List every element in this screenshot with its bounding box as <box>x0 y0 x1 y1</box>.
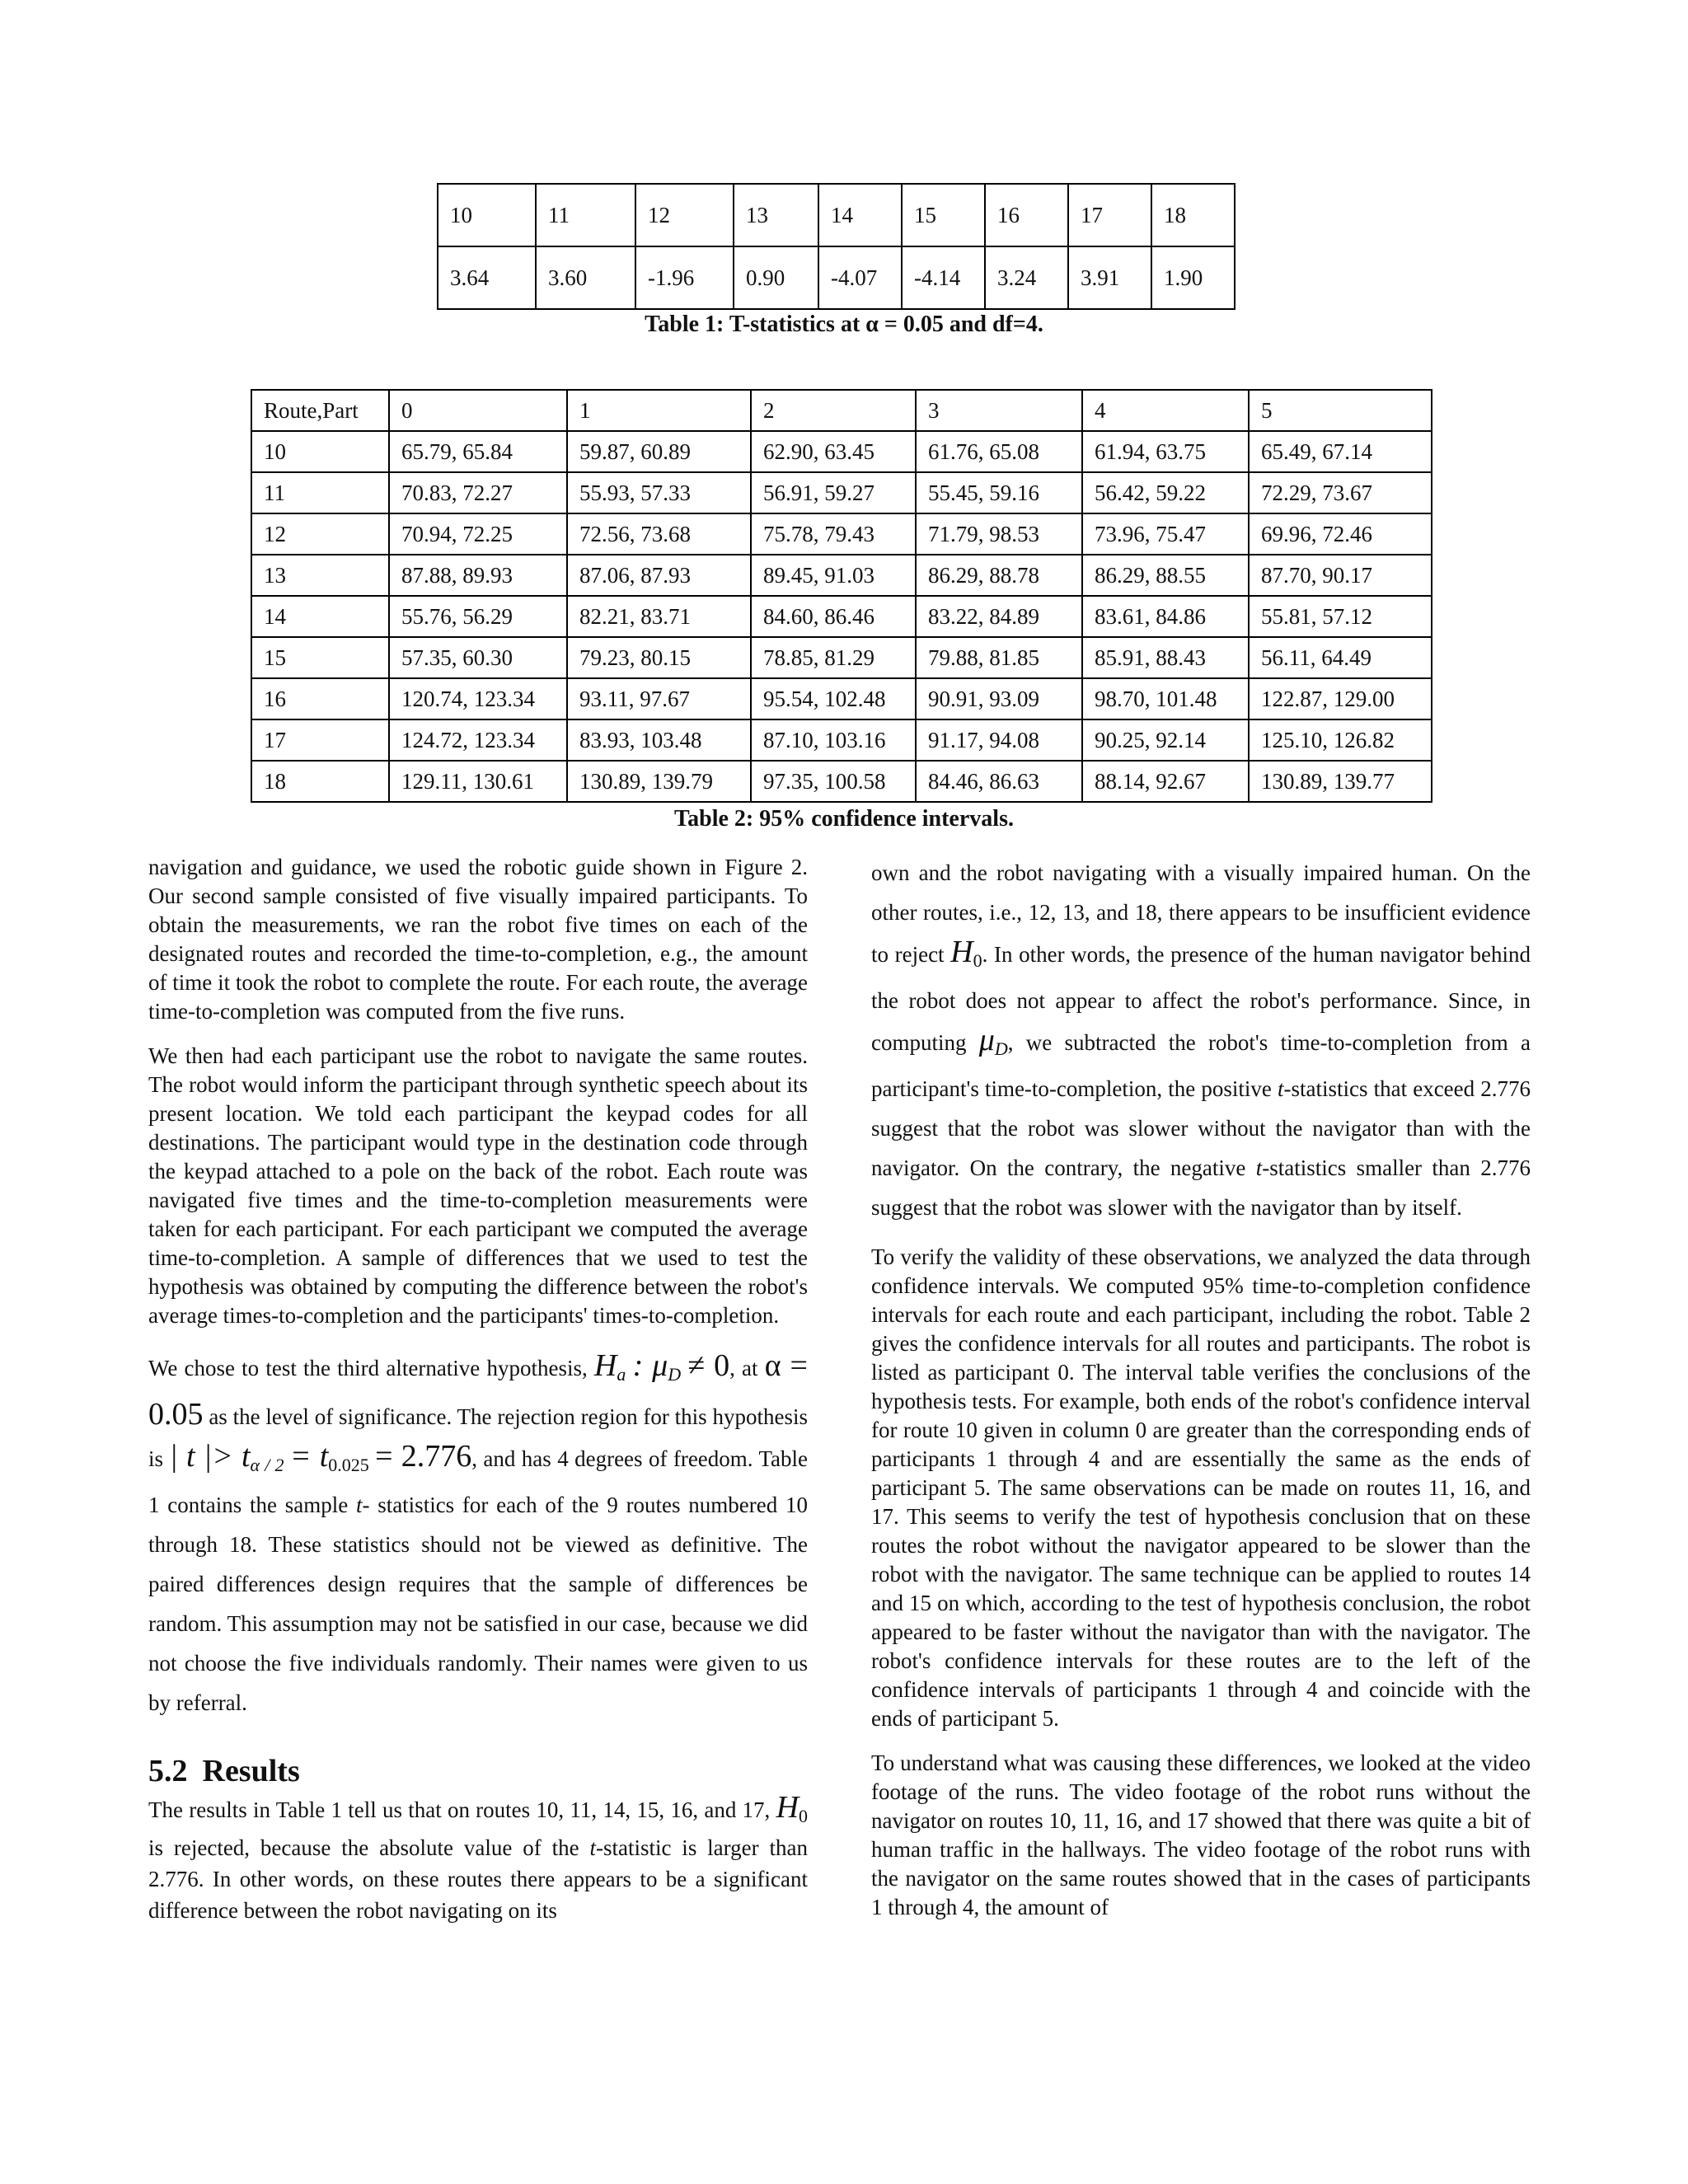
math-subscript: a <box>617 1364 626 1385</box>
paragraph: We then had each participant use the robot to navigate the same routes. The robot would inform the participant through synthetic speech about its present location. We told each participant the keypad codes for all destinations. The participant would type in the destination code through the keypad attached to a pole on the back of the robot. Each route was navigated five times and the time-to-completion measurements were taken for each participant. For each participant we computed the average time-to-completion. A sample of differences that we used to test the hypothesis was obtained by computing the difference between the robot's average times-to-completion and the participants' times-to-completion. <box>148 1043 808 1328</box>
table1-tstat-cell: 1.90 <box>1151 246 1235 309</box>
table2-route-cell: 18 <box>251 761 389 802</box>
table2-interval-cell: 56.11, 64.49 <box>1249 637 1432 678</box>
math-subscript: 0 <box>799 1806 809 1826</box>
text-run: -statistic is larger than 2.776. In other words, on these routes there appears to be a significant difference between the robot navigating on its <box>148 1835 808 1923</box>
left-column <box>148 853 808 1926</box>
table2-interval-cell: 56.42, 59.22 <box>1082 472 1249 513</box>
math-eq: = t <box>289 1439 329 1474</box>
table2-interval-cell: 59.87, 60.89 <box>567 431 751 472</box>
table2-header-row <box>251 390 1432 431</box>
table2-row <box>251 678 1432 719</box>
table2-interval-cell: 83.93, 103.48 <box>567 719 751 761</box>
text-run: The results in Table 1 tell us that on routes 10, 11, 14, 15, 16, and 17, <box>148 1797 771 1822</box>
section-heading <box>148 1754 808 1788</box>
table1-route-cell: 11 <box>536 184 635 246</box>
table2-caption: Table 2: 95% confidence intervals. <box>674 806 1014 832</box>
table1-route-cell: 15 <box>902 184 985 246</box>
table2-route-cell: 15 <box>251 637 389 678</box>
table2-interval-cell: 82.21, 83.71 <box>567 596 751 637</box>
table2-interval-cell: 87.10, 103.16 <box>751 719 916 761</box>
table1-tstat-cell: 3.24 <box>985 246 1068 309</box>
paragraph: navigation and guidance, we used the robotic guide shown in Figure 2. Our second sample consisted of five visually impaired participants. To obtain the measurements, we ran the robot five times on each of the designated routes and recorded the time-to-completion, e.g., the amount of time it took the robot to complete the route. For each route, the average time-to-completion was computed from the five runs. <box>148 855 808 1024</box>
table1-tstat-cell: 3.64 <box>438 246 536 309</box>
table2-interval-cell: 65.49, 67.14 <box>1249 431 1432 472</box>
table1-tstat-cell: 0.90 <box>734 246 818 309</box>
table2-row <box>251 719 1432 761</box>
table2-interval-cell: 90.91, 93.09 <box>916 678 1082 719</box>
table2-interval-cell: 130.89, 139.77 <box>1249 761 1432 802</box>
table2-interval-cell: 83.22, 84.89 <box>916 596 1082 637</box>
table2-interval-cell: 120.74, 123.34 <box>389 678 567 719</box>
math-value: = 2.776 <box>375 1439 472 1474</box>
paragraph <box>871 853 1531 1227</box>
table2-interval-cell: 83.61, 84.86 <box>1082 596 1249 637</box>
results-paragraph <box>148 1792 808 1926</box>
table2-interval-cell: 98.70, 101.48 <box>1082 678 1249 719</box>
table2-interval-cell: 88.14, 92.67 <box>1082 761 1249 802</box>
confidence-intervals-table <box>251 389 1432 803</box>
table2-interval-cell: 89.45, 91.03 <box>751 555 916 596</box>
table2-row <box>251 637 1432 678</box>
table2-header-cell: 1 <box>567 390 751 431</box>
table1-tstat-cell: -4.14 <box>902 246 985 309</box>
table1-route-cell: 12 <box>635 184 734 246</box>
table2-interval-cell: 129.11, 130.61 <box>389 761 567 802</box>
math-subscript: D <box>994 1038 1008 1059</box>
text-run: , at <box>729 1356 758 1380</box>
table1-route-cell: 16 <box>985 184 1068 246</box>
table2-interval-cell: 56.91, 59.27 <box>751 472 916 513</box>
table2-interval-cell: 86.29, 88.55 <box>1082 555 1249 596</box>
table2-interval-cell: 62.90, 63.45 <box>751 431 916 472</box>
text-run: -statistics that exceed 2.776 suggest that the robot was slower without the navigator than with the navigator. On the contrary, the negative <box>871 1076 1531 1180</box>
table2-interval-cell: 65.79, 65.84 <box>389 431 567 472</box>
table2-interval-cell: 84.46, 86.63 <box>916 761 1082 802</box>
text-run: - statistics for each of the 9 routes numbered 10 through 18. These statistics should not be viewed as definitive. The paired differences design requires that the sample of differences be random. This assumption may not be satisfied in our case, because we did not choose the five individuals randomly. Their names were given to us by referral. <box>148 1493 809 1715</box>
section-title: Results <box>202 1754 300 1788</box>
table2-interval-cell: 73.96, 75.47 <box>1082 513 1249 555</box>
italic-t: t <box>1255 1155 1263 1180</box>
table1-route-cell: 17 <box>1068 184 1151 246</box>
table1-route-cell: 18 <box>1151 184 1235 246</box>
math-mu: : μ <box>632 1348 668 1383</box>
math-h0: H <box>950 935 973 969</box>
table2-header-cell: 5 <box>1249 390 1432 431</box>
table2-interval-cell: 84.60, 86.46 <box>751 596 916 637</box>
table2-route-cell: 14 <box>251 596 389 637</box>
table2-interval-cell: 95.54, 102.48 <box>751 678 916 719</box>
text-run: own and the robot navigating with a visually impaired human. On the other routes, i.e., 12, 13, and 18, there appears to be insufficient evidence to reject <box>871 860 1531 967</box>
text-run: . In other words, the presence of the human navigator behind the robot does not appear to affect the robot's performance. Since, in computing <box>871 942 1531 1055</box>
table1-tstat-cell: 3.91 <box>1068 246 1151 309</box>
italic-t: t <box>589 1835 596 1860</box>
hypothesis-paragraph <box>148 1346 808 1722</box>
math-alpha: α = 0.05 <box>148 1348 808 1432</box>
table2-interval-cell: 79.88, 81.85 <box>916 637 1082 678</box>
text-run: , and has 4 degrees of freedom. Table 1 contains the sample <box>148 1446 809 1517</box>
math-neq: ≠ 0 <box>687 1348 730 1383</box>
table2-interval-cell: 86.29, 88.78 <box>916 555 1082 596</box>
table2-interval-cell: 87.88, 89.93 <box>389 555 567 596</box>
math-subscript: 0 <box>973 950 982 971</box>
text-run: as the level of significance. The rejection region for this hypothesis is <box>148 1404 809 1471</box>
table2-interval-cell: 75.78, 79.43 <box>751 513 916 555</box>
table1-caption: Table 1: T-statistics at α = 0.05 and df=4. <box>645 312 1043 337</box>
math-subscript: α / 2 <box>250 1455 284 1475</box>
table2-interval-cell: 72.56, 73.68 <box>567 513 751 555</box>
table2-interval-cell: 93.11, 97.67 <box>567 678 751 719</box>
paragraph: To verify the validity of these observations, we analyzed the data through confidence intervals. We computed 95% time-to-completion confidence intervals for each route and each participant, including the robot. Table 2 gives the confidence intervals for all routes and participants. The robot is listed as participant 0. The interval table verifies the conclusions of the hypothesis tests. For example, both ends of the robot's confidence interval for route 10 given in column 0 are greater than the corresponding ends of participants 1 through 4 and are essentially the same as the ends of participant 5. The same observations can be made on routes 11, 16, and 17. This seems to verify the test of hypothesis conclusion that on these routes the robot without the navigator appeared to be slower than the robot with the navigator. The same technique can be applied to routes 14 and 15 on which, according to the test of hypothesis conclusion, the robot appeared to be faster without the navigator than with the navigator. The robot's confidence intervals for these routes are to the left of the confidence intervals of participants 1 through 4 and coincide with the ends of participant 5. <box>871 1244 1531 1731</box>
table2-body <box>251 390 1432 802</box>
table2-interval-cell: 55.81, 57.12 <box>1249 596 1432 637</box>
table2-row <box>251 761 1432 802</box>
table2-interval-cell: 69.96, 72.46 <box>1249 513 1432 555</box>
table2-header-cell: 3 <box>916 390 1082 431</box>
table2-interval-cell: 57.35, 60.30 <box>389 637 567 678</box>
table2-interval-cell: 125.10, 126.82 <box>1249 719 1432 761</box>
math-subscript: 0.025 <box>328 1455 369 1475</box>
math-mu: μ <box>978 1023 995 1057</box>
table2-interval-cell: 61.76, 65.08 <box>916 431 1082 472</box>
table2-row <box>251 596 1432 637</box>
italic-t: t <box>1277 1076 1284 1101</box>
table2-interval-cell: 61.94, 63.75 <box>1082 431 1249 472</box>
table1-route-cell: 10 <box>438 184 536 246</box>
table2-interval-cell: 78.85, 81.29 <box>751 637 916 678</box>
section-number: 5.2 <box>148 1754 188 1788</box>
table2-header-cell: 0 <box>389 390 567 431</box>
text-run: We chose to test the third alternative hypothesis, <box>148 1356 588 1380</box>
math-t-abs: | t |> t <box>169 1439 251 1474</box>
table2-route-cell: 11 <box>251 472 389 513</box>
right-column <box>871 853 1531 1922</box>
table2-interval-cell: 72.29, 73.67 <box>1249 472 1432 513</box>
math-h0: H <box>776 1790 799 1825</box>
table2-header-cell: Route,Part <box>251 390 389 431</box>
table1-tstat-cell: -1.96 <box>635 246 734 309</box>
table2-interval-cell: 55.76, 56.29 <box>389 596 567 637</box>
table2-route-cell: 16 <box>251 678 389 719</box>
table2-route-cell: 10 <box>251 431 389 472</box>
table2-interval-cell: 70.83, 72.27 <box>389 472 567 513</box>
italic-t: t <box>355 1493 363 1517</box>
math-subscript: D <box>668 1364 682 1385</box>
table2-header-cell: 4 <box>1082 390 1249 431</box>
text-run: is rejected, because the absolute value of the <box>148 1835 579 1860</box>
table2-interval-cell: 122.87, 129.00 <box>1249 678 1432 719</box>
table2-interval-cell: 124.72, 123.34 <box>389 719 567 761</box>
paragraph: To understand what was causing these differences, we looked at the video footage of the runs. The video footage of the robot runs without the navigator on routes 10, 11, 16, and 17 showed that there was quite a bit of human traffic in the hallways. The video footage of the robot runs with the navigator on the same routes showed that in the cases of participants 1 through 4, the amount of <box>871 1750 1531 1919</box>
table2-interval-cell: 87.06, 87.93 <box>567 555 751 596</box>
table2-interval-cell: 55.45, 59.16 <box>916 472 1082 513</box>
table2-interval-cell: 87.70, 90.17 <box>1249 555 1432 596</box>
table2-row <box>251 513 1432 555</box>
table2-route-cell: 12 <box>251 513 389 555</box>
table2-header-cell: 2 <box>751 390 916 431</box>
table2-interval-cell: 71.79, 98.53 <box>916 513 1082 555</box>
table2-route-cell: 13 <box>251 555 389 596</box>
table2-interval-cell: 85.91, 88.43 <box>1082 637 1249 678</box>
text-run: -statistics smaller than 2.776 suggest that the robot was slower with the navigator than by itself. <box>871 1155 1531 1220</box>
math-ha: H <box>593 1348 617 1383</box>
table1-tstat-cell: -4.07 <box>818 246 902 309</box>
table2-interval-cell: 70.94, 72.25 <box>389 513 567 555</box>
table1-tstat-cell: 3.60 <box>536 246 635 309</box>
table2-interval-cell: 79.23, 80.15 <box>567 637 751 678</box>
table2-row <box>251 472 1432 513</box>
table2-row <box>251 431 1432 472</box>
table2-row <box>251 555 1432 596</box>
t-statistics-table <box>437 183 1236 310</box>
table2-interval-cell: 130.89, 139.79 <box>567 761 751 802</box>
table1-route-cell: 14 <box>818 184 902 246</box>
table1-route-cell: 13 <box>734 184 818 246</box>
table2-interval-cell: 91.17, 94.08 <box>916 719 1082 761</box>
table1-tstat-row <box>438 246 1235 309</box>
table1-route-row <box>438 184 1235 246</box>
table2-interval-cell: 90.25, 92.14 <box>1082 719 1249 761</box>
table2-interval-cell: 97.35, 100.58 <box>751 761 916 802</box>
text-run: , we subtracted the robot's time-to-completion from a participant's time-to-completion, the positive <box>871 1030 1531 1101</box>
table2-interval-cell: 55.93, 57.33 <box>567 472 751 513</box>
table2-route-cell: 17 <box>251 719 389 761</box>
